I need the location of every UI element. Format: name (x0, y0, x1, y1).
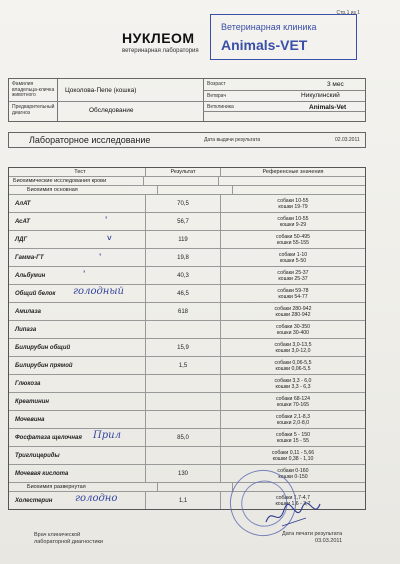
test-name: Мочевина (9, 411, 146, 428)
test-ref: собаки 2,1-8,3 кошки 2,0-8,0 (275, 413, 311, 426)
test-name: Триглицериды (9, 447, 146, 464)
test-ref: собаки 5 - 150 кошки 15 - 55 (275, 431, 311, 444)
table-row (9, 285, 365, 303)
test-result: 70,5 (146, 195, 221, 212)
table-row (9, 195, 365, 213)
patient-header (8, 78, 366, 122)
test-name: Билирубин общий (9, 339, 146, 356)
table-row (9, 267, 365, 285)
test-ref: собаки 3,0-13,5 кошки 3,0-12,0 (274, 341, 312, 354)
col-header-result: Результат (146, 168, 221, 176)
test-ref: собаки 280-942 кошки 280-942 (274, 305, 312, 318)
test-name: Гамма-ГТ ʼ (9, 249, 146, 266)
table-row (9, 339, 365, 357)
lab-study-bar (8, 132, 366, 148)
lab-study-title: Лабораторное исследование (29, 135, 151, 145)
check-mark-icon: ˅ (107, 234, 112, 243)
test-ref: собаки 59-78 кошки 54-77 (277, 287, 309, 300)
vet-label: Ветврач (207, 93, 226, 99)
test-ref: собаки 3,3 - 6,0 кошки 3,3 - 6,3 (274, 377, 312, 390)
test-name: Фосфатаза щелочная Прил (9, 429, 146, 446)
page-number: Стр.1 из 1 (336, 10, 360, 16)
table-row (9, 411, 365, 429)
test-result: 1,1 (146, 492, 221, 509)
test-result: 130 (146, 465, 221, 482)
section-row-extended (9, 483, 365, 492)
check-mark-icon: ʼ (105, 215, 108, 224)
test-name: АлАТ (9, 195, 146, 212)
test-name: Амилаза (9, 303, 146, 320)
test-ref: собаки 10-55 кошки 9-29 (277, 215, 309, 228)
test-ref: собаки 1,7-4,7 кошки 1,6 - 3,7 (275, 494, 311, 507)
check-mark-icon: ʼ (83, 269, 86, 278)
table-row (9, 375, 365, 393)
age-label: Возраст (207, 81, 226, 87)
signature-icon (262, 498, 322, 530)
test-name: АсАТ ʼ (9, 213, 146, 230)
print-date-block (282, 531, 342, 545)
section-basic-label: Биохимия основная (9, 186, 158, 194)
test-result: 85,0 (146, 429, 221, 446)
owner-label: Фамилия владельца-кличка животного (12, 81, 55, 98)
test-name: Креатинин (9, 393, 146, 410)
test-result: 15,9 (146, 339, 221, 356)
doctor-signature-label: Врач клинической лабораторной диагностики (34, 532, 104, 545)
age-value: 3 мес (327, 81, 344, 88)
test-name: Альбумин ʼ (9, 267, 146, 284)
clinic-value: Animals-Vet (309, 104, 347, 111)
test-name: Мочевая кислота (9, 465, 146, 482)
test-name: Липаза (9, 321, 146, 338)
test-result (146, 411, 221, 428)
lab-name: НУКЛЕОМ (122, 30, 195, 46)
test-name: ЛДГ ˅ (9, 231, 146, 248)
test-ref: собаки 68-124 кошки 70-165 (275, 395, 311, 408)
handwritten-note: голодно (75, 493, 118, 504)
prelim-value: Обследование (89, 107, 134, 114)
test-ref: собаки 0,11 - 5,66 кошки 0,38 - 1,10 (271, 449, 315, 462)
table-row (9, 393, 365, 411)
section-row-blood (9, 177, 365, 186)
table-row (9, 465, 365, 483)
clinic-stamp (210, 14, 357, 60)
test-result: 56,7 (146, 213, 221, 230)
test-result: 618 (146, 303, 221, 320)
test-name: Билирубин прямой (9, 357, 146, 374)
test-ref: собаки 0,06-5,5 кошки 0,06-5,5 (274, 359, 312, 372)
test-result (146, 447, 221, 464)
test-ref: собаки 1-10 кошки 5-50 (278, 251, 308, 264)
handwritten-note: Прил (93, 430, 121, 441)
test-name: Холестерин голодно (9, 492, 146, 509)
test-result (146, 375, 221, 392)
table-row (9, 447, 365, 465)
test-name: Глюкоза (9, 375, 146, 392)
issue-date-label: Дата выдачи результата (204, 137, 261, 143)
test-result (146, 321, 221, 338)
test-ref: собаки 0-160 кошки 0-150 (277, 467, 309, 480)
stamp-line-2: Animals-VET (221, 37, 308, 53)
table-row (9, 249, 365, 267)
table-row (9, 357, 365, 375)
print-date-value: 03.03.2011 (315, 538, 343, 544)
test-result: 40,3 (146, 267, 221, 284)
check-mark-icon: ʼ (99, 252, 102, 261)
stamp-line-1: Ветеринарная клиника (221, 22, 317, 32)
handwritten-note: голодный (73, 286, 124, 297)
table-row (9, 429, 365, 447)
print-date-label: Дата печати результата (282, 531, 343, 537)
lab-subtitle: ветеринарная лаборатория (122, 48, 199, 54)
table-row (9, 231, 365, 249)
test-ref: собаки 50-495 кошки 55-155 (275, 233, 311, 246)
vet-value: Никулинский (301, 92, 340, 99)
test-ref: собаки 10-55 кошки 19-79 (277, 197, 309, 210)
test-ref: собаки 25-37 кошки 25-37 (277, 269, 309, 282)
test-result: 46,5 (146, 285, 221, 302)
owner-value: Цоколова-Пепе (кошка) (65, 87, 137, 94)
col-header-ref: Референсные значения (262, 169, 324, 175)
test-name: Общий белок голодный (9, 285, 146, 302)
test-result: 19,8 (146, 249, 221, 266)
table-row (9, 303, 365, 321)
section-row-basic (9, 186, 365, 195)
results-table (8, 167, 366, 510)
table-row (9, 321, 365, 339)
issue-date-value: 02.03.2011 (335, 137, 360, 143)
table-row (9, 213, 365, 231)
test-result: 1,5 (146, 357, 221, 374)
test-ref: собаки 30-350 кошки 30-400 (275, 323, 311, 336)
col-header-test: Тест (9, 168, 146, 176)
test-result (146, 393, 221, 410)
section-blood-label: Биохимические исследования крови (9, 177, 144, 185)
prelim-label: Предварительный диагноз (12, 104, 55, 116)
test-result: 119 (146, 231, 221, 248)
clinic-label: Ветклиника (207, 104, 234, 110)
table-header-row (9, 168, 365, 177)
section-extended-label: Биохимия развернутая (9, 483, 158, 491)
